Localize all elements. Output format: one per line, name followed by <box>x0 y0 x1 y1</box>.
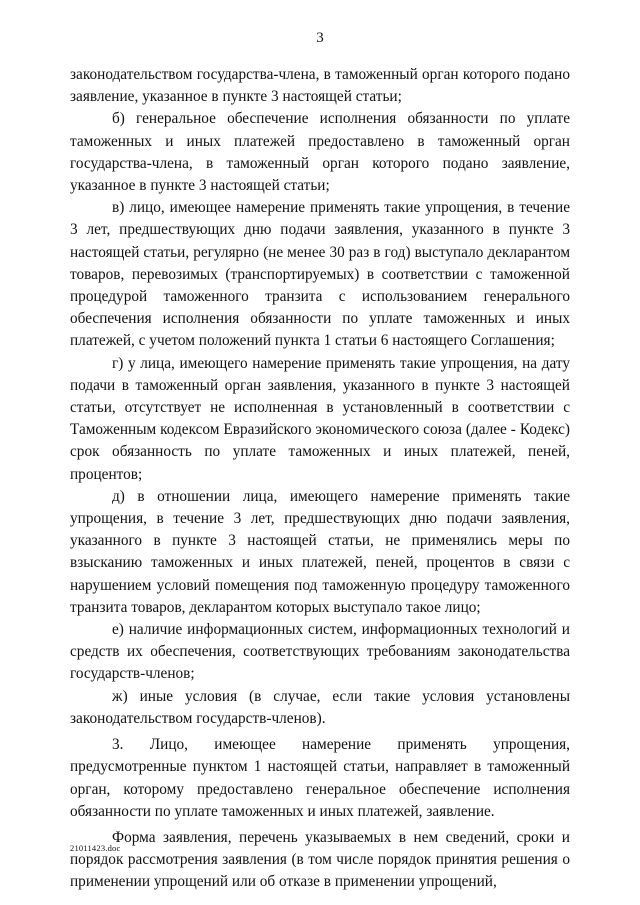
paragraph-clause-3: 3. Лицо, имеющее намерение применять упрощения, предусмотренные пунктом 1 настоящей статьи, направляет в таможенный орган, которому предоставлено генеральное обеспечение исполнения обязанности по уплате таможенных и иных платежей, заявление. <box>70 736 570 820</box>
paragraph-item-v: в) лицо, имеющее намерение применять такие упрощения, в течение 3 лет, предшествующих дню подачи заявления, указанного в пункте 3 настоящей статьи, регулярно (не менее 30 раз в год) выступало декларантом товаров, перевозимых (транспортируемых) в соответствии с таможенной процедурой таможенного транзита с использованием генерального обеспечения исполнения обязанности по уплате таможенных и иных платежей, с учетом положений пункта 1 статьи 6 настоящего Соглашения; <box>70 199 570 350</box>
paragraph-item-g: г) у лица, имеющего намерение применять такие упрощения, на дату подачи в таможенный орган заявления, указанного в пункте 3 настоящей статьи, отсутствует не исполненная в установленный в соответствии с Таможенным кодексом Евразийского экономического союза (далее - Кодекс) срок обязанность по уплате таможенных и иных платежей, пеней, процентов; <box>70 354 570 483</box>
document-body <box>70 64 570 894</box>
paragraph-item-zh: ж) иные условия (в случае, если такие условия установлены законодательством государств-членов). <box>70 687 570 727</box>
paragraph-continuation: законодательством государства-члена, в таможенный орган которого подано заявление, указанное в пункте 3 настоящей статьи; <box>70 66 570 106</box>
footer-file-name: 21011423.doc <box>70 843 121 853</box>
page-number: 3 <box>316 30 324 46</box>
paragraph-item-d: д) в отношении лица, имеющего намерение применять такие упрощения, в течение 3 лет, предшествующих дню подачи заявления, указанного в пункте 3 настоящей статьи, не применялись меры по взысканию таможенных и иных платежей, пеней, процентов в связи с нарушением условий помещения под таможенную процедуру таможенного транзита товаров, декларантом которых выступало такое лицо; <box>70 487 570 616</box>
paragraph-item-e: е) наличие информационных систем, информационных технологий и средств их обеспечения, соответствующих требованиям законодательства государств-членов; <box>70 621 570 683</box>
paragraph-item-b: б) генеральное обеспечение исполнения обязанности по уплате таможенных и иных платежей предоставлено в таможенный орган государства-члена, в таможенный орган которого подано заявление, указанное в пункте 3 настоящей статьи; <box>70 110 570 195</box>
paragraph-application-form: Форма заявления, перечень указываемых в нем сведений, сроки и порядок рассмотрения заявления (в том числе порядок принятия решения о применении упрощений или об отказе в применении упрощений, <box>70 828 570 891</box>
